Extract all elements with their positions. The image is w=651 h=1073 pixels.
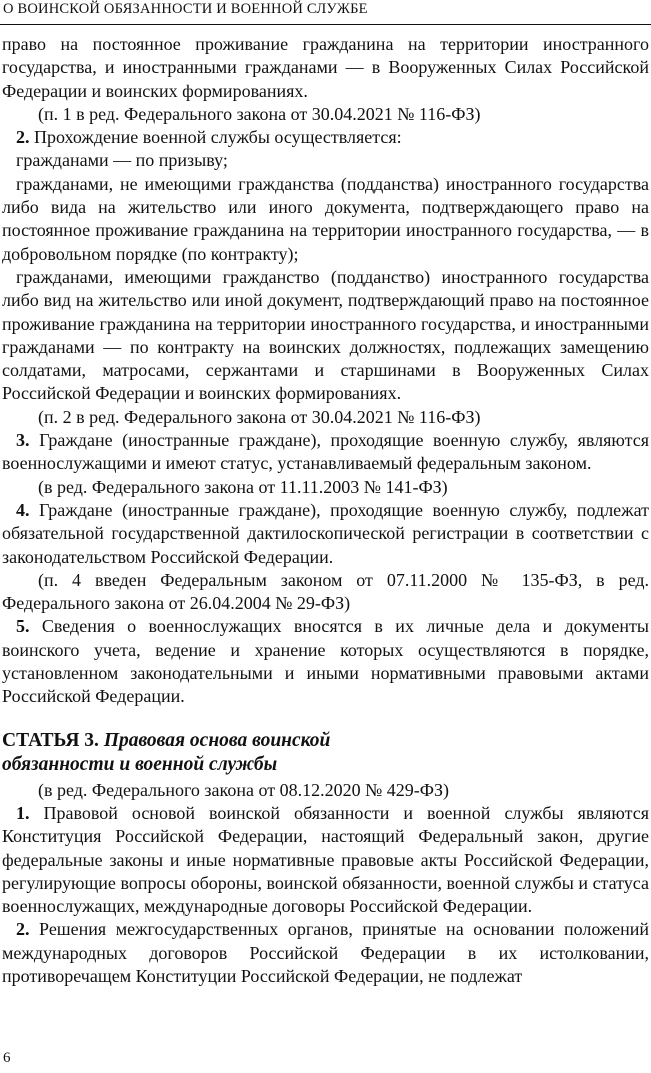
- amendment-note: (в ред. Федерального закона от 08.12.2020 № 429-ФЗ): [38, 779, 450, 800]
- paragraph-5: [2, 615, 649, 708]
- amendment-note: (п. 2 в ред. Федерального закона от 30.04.2021 № 116-ФЗ): [38, 406, 481, 427]
- paragraph-text: Граждане (иностранные граждане), проходящие военную службу, подлежат обязательной государственной дактилоскопической регистрации в соответствии с законодательством Российской Федерации.: [2, 499, 649, 567]
- amendment-note: (в ред. Федерального закона от 11.11.2003 № 141-ФЗ): [38, 476, 448, 497]
- article-title-line-1: Правовая основа воинской: [103, 729, 331, 751]
- paragraph-number: 4.: [16, 499, 30, 520]
- paragraph-4: [2, 499, 649, 569]
- article3-paragraph-1: [2, 802, 649, 918]
- amendment-note: (п. 4 введен Федеральным законом от 07.11.2000 № 135-ФЗ, в ред. Федерального закона от 26.04.2004 № 29-ФЗ): [2, 569, 649, 614]
- paragraph-text: Правовой основой воинской обязанности и военной службы являются Конституция Российской Федерации, настоящий Федеральный закон, другие федеральные законы и иные нормативные правовые акты Российской Федерации, регулирующие вопросы обороны, воинской обязанности, военной службы и статуса военнослужащих, международные договоры Российской Федерации.: [2, 802, 649, 917]
- paragraph-number: 2.: [16, 127, 30, 148]
- page-body: [2, 33, 649, 988]
- paragraph-number: 5.: [16, 616, 30, 637]
- paragraph-number: 3.: [16, 430, 30, 451]
- page-number: 6: [3, 1050, 11, 1066]
- paragraph-continuation: право на постоянное проживание гражданина на территории иностранного государства, и иностранными гражданами — в Вооруженных Силах Российской Федерации и воинских формированиях.: [2, 34, 649, 101]
- paragraph-number: 2.: [16, 919, 30, 940]
- paragraph-line: гражданами — по призыву;: [16, 150, 228, 171]
- running-header: О ВОИНСКОЙ ОБЯЗАННОСТИ И ВОЕННОЙ СЛУЖБЕ: [3, 1, 368, 17]
- paragraph-line: гражданами, не имеющими гражданства (подданства) иностранного государства либо вида на жительство или иного документа, подтверждающего право на постоянное проживание гражданина на территории иностранного государства, — в добровольном порядке (по контракту);: [2, 173, 649, 264]
- article-title-line-2: обязанности и военной службы: [2, 753, 278, 775]
- paragraph-line: гражданами, имеющими гражданство (подданство) иностранного государства либо вид на жительство или иной документ, подтверждающий право на постоянное проживание гражданина на территории иностранного государства, и иностранными гражданами — по контракту на воинских должностях, подлежащих замещению солдатами, матросами, сержантами и старшинами в Вооруженных Силах Российской Федерации и воинских формированиях.: [2, 266, 649, 404]
- paragraph-text: Сведения о военнослужащих вносятся в их личные дела и документы воинского учета, ведение и хранение которых осуществляются в порядке, установленном законодательными и иными нормативными правовыми актами Российской Федерации.: [2, 616, 650, 707]
- article-label: СТАТЬЯ 3.: [2, 729, 99, 751]
- paragraph-text: Решения межгосударственных органов, принятые на основании положений международных договоров Российской Федерации в их истолковании, противоречащем Конституции Российской Федерации, не подлежат: [2, 919, 649, 986]
- amendment-note: (п. 1 в ред. Федерального закона от 30.04.2021 № 116-ФЗ): [38, 103, 481, 124]
- header-divider: [0, 24, 651, 25]
- paragraph-2: [2, 126, 649, 149]
- paragraph-text: Граждане (иностранные граждане), проходящие военную службу, являются военнослужащими и имеют статус, устанавливаемый федеральным законом.: [2, 430, 649, 474]
- paragraph-number: 1.: [16, 802, 30, 823]
- paragraph-text: Прохождение военной службы осуществляется:: [34, 127, 402, 148]
- article-heading: [2, 729, 649, 777]
- article3-paragraph-2: [2, 918, 649, 988]
- paragraph-3: [2, 429, 649, 476]
